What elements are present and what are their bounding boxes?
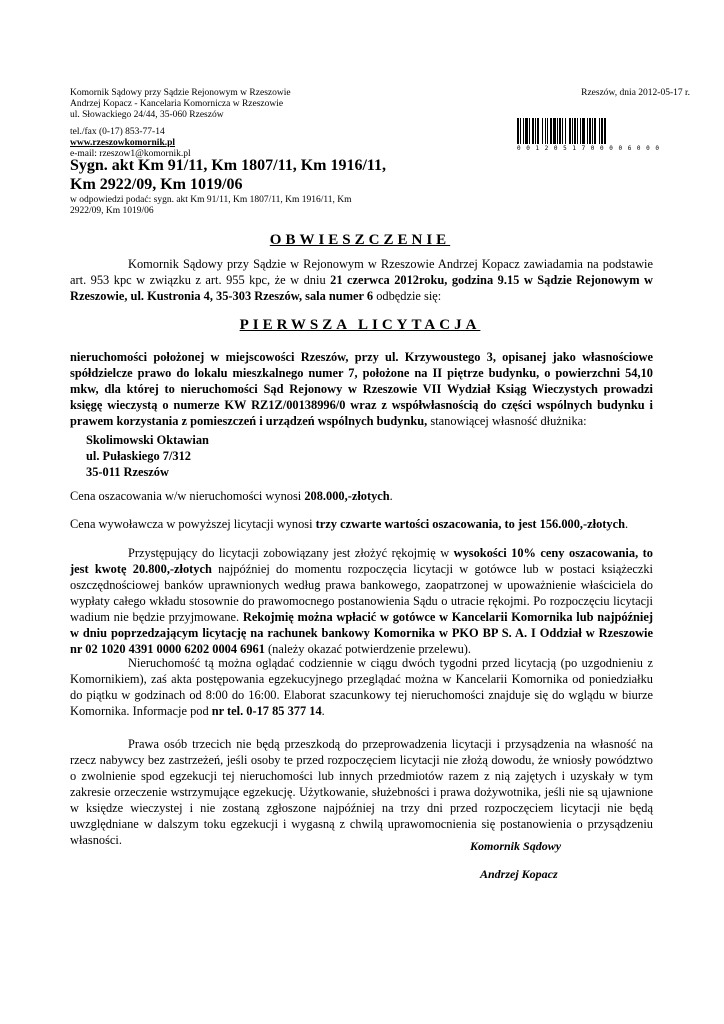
office-firm: Andrzej Kopacz - Kancelaria Komornicza w Rzeszowie: [70, 99, 284, 109]
valuation-text: Cena oszacowania w/w nieruchomości wynosi: [70, 489, 305, 503]
viewing-text: Nieruchomość tą można oglądać codziennie w ciągu dwóch tygodni przed licytacją (po uzgodnieniu z Komornikiem), zaś akta postępowania egzekucyjnego przeglądać można w Kancelarii Komornika od poniedziałku do piątku w godzinach od 8:00 do 16:00. Elaborat szacunkowy tej nieruchomości znajduje się do wglądu w biurze Komornika. Informacje pod: [70, 656, 653, 718]
viewing-end: .: [321, 704, 325, 718]
document-title: OBWIESZCZENIE: [269, 232, 451, 248]
debtor-address: [86, 432, 209, 480]
signature-title: Komornik Sądowy: [470, 839, 562, 853]
office-email[interactable]: e-mail: rzeszow1@komornik.pl: [70, 149, 191, 159]
office-address: ul. Słowackiego 24/44, 35-060 Rzeszów: [70, 110, 224, 120]
office-phone: tel./fax (0-17) 853-77-14: [70, 127, 165, 137]
third-party-rights-paragraph: Prawa osób trzecich nie będą przeszkodą do przeprowadzenia licytacji i przysądzenia na własność na rzecz nabywcy bez zastrzeżeń, jeśli osoby te przed rozpoczęciem licytacji nie złożą dowodu, że wniosły powództwo o zwolnienie spod egzekucji tej nieruchomości lub innych przedmiotów razem z nią zajętych i uzyskały w tym zakresie orzeczenie wstrzymujące egzekucję. Użytkowanie, służebności i prawa dożywotnika, jeśli nie są ujawnione w księdze wieczystej i nie zostaną zgłoszone najpóźniej na trzy dni przed rozpoczęciem licytacji nie będą uwzględniane w dalszym toku egzekucji i wygasną z chwilą uprawomocnienia się postanowienia o przysądzeniu własności.: [70, 737, 653, 847]
property-description: [70, 349, 653, 429]
contact-phone: nr tel. 0-17 85 377 14: [211, 704, 322, 718]
call-price-end: .: [625, 517, 629, 531]
barcode-digits: 0 0 1 2 0 5 1 7 0 0 0 0 6 0 0 0: [517, 145, 660, 152]
case-number-line1: Sygn. akt Km 91/11, Km 1807/11, Km 1916/11,: [70, 157, 387, 174]
deposit-bank-account: Rekojmię można wpłacić w gotówce w Kancelarii Komornika lub najpóźniej w dniu poprzedzającym licytację na rachunek bankowy Komornika w PKO BP S. A. I Oddział w Rzeszowie nr 02 1020 4391 0000 6202 0004 6961: [70, 610, 653, 656]
signature-name: Andrzej Kopacz: [480, 867, 558, 881]
debtor-city: 35-011 Rzeszów: [86, 465, 169, 479]
valuation-paragraph: [70, 488, 653, 504]
case-reference: [70, 156, 410, 217]
debtor-street: ul. Pułaskiego 7/312: [86, 449, 191, 463]
valuation-amount: 208.000,-złotych: [304, 489, 390, 503]
call-price-amount: trzy czwarte wartości oszacowania, to jest 156.000,-złotych: [315, 517, 625, 531]
deposit-note: (należy okazać potwierdzenie przelewu).: [264, 642, 471, 656]
auction-title: PIERWSZA LICYTACJA: [239, 317, 481, 333]
case-number-line2: Km 2922/09, Km 1019/06: [70, 176, 243, 193]
deposit-conditions: najpóźniej do momentu rozpoczęcia licytacji w gotówce lub w postaci książeczki oszczędnościowej banków uprawnionych według prawa bankowego, zaopatrzonej w upoważnienie właściciela do wypłaty całego wkładu stosownie do prawomocnego postanowienia Sądu o utracie rękojmi. Po rozpoczęciu licytacji wadium nie będzie przyjmowane.: [70, 562, 653, 624]
place-date: Rzeszów, dnia 2012-05-17 r.: [581, 88, 690, 98]
website-link[interactable]: www.rzeszowkomornik.pl: [70, 138, 176, 148]
deposit-paragraph: [70, 545, 653, 657]
viewing-paragraph: [70, 655, 653, 719]
barcode-bars: [517, 118, 691, 144]
property-owner-text: stanowiącej własność dłużnika:: [427, 414, 587, 428]
intro-paragraph: [70, 256, 653, 304]
intro-text-end: odbędzie się:: [373, 289, 442, 303]
reply-reference-line2: 2922/09, Km 1019/06: [70, 206, 154, 216]
reply-reference-line1: w odpowiedzi podać: sygn. akt Km 91/11, Km 1807/11, Km 1916/11, Km: [70, 195, 352, 205]
property-details: nieruchomości położonej w miejscowości Rzeszów, przy ul. Krzywoustego 3, opisanej jako własnościowe spółdzielcze prawo do lokalu mieszkalnego numer 7, położone na II piętrze budynku, o powierzchni 54,10 mkw, dla której to nieruchomości Sąd Rejonowy w Rzeszowie VII Wydział Ksiąg Wieczystych prowadzi księgę wieczystą o numerze KW RZ1Z/00138996/0 wraz z współwłasnością do części wspólnych budynku i prawem korzystania z pomieszczeń i urządzeń wspólnych budynku,: [70, 350, 653, 428]
intro-text: Komornik Sądowy przy Sądzie w Rejonowym w Rzeszowie Andrzej Kopacz zawiadamia na podstawie art. 953 kpc w związku z art. 955 kpc, że w dniu: [70, 257, 653, 287]
office-header: [70, 88, 291, 160]
auction-date-place: 21 czerwca 2012roku, godzina 9.15 w Sądzie Rejonowym w Rzeszowie, ul. Kustronia 4, 35-303 Rzeszów, sala numer 6: [70, 273, 653, 303]
deposit-text: Przystępujący do licytacji zobowiązany jest złożyć rękojmię w: [128, 546, 454, 560]
barcode: [517, 118, 691, 152]
office-name: Komornik Sądowy przy Sądzie Rejonowym w Rzeszowie: [70, 88, 291, 98]
deposit-amount: wysokości 10% ceny oszacowania, to jest kwotę 20.800,-złotych: [70, 546, 653, 576]
call-price-paragraph: [70, 516, 653, 532]
debtor-name: Skolimowski Oktawian: [86, 433, 209, 447]
valuation-end: .: [389, 489, 393, 503]
call-price-text: Cena wywoławcza w powyższej licytacji wynosi: [70, 517, 316, 531]
barcode-bar: [606, 118, 607, 144]
